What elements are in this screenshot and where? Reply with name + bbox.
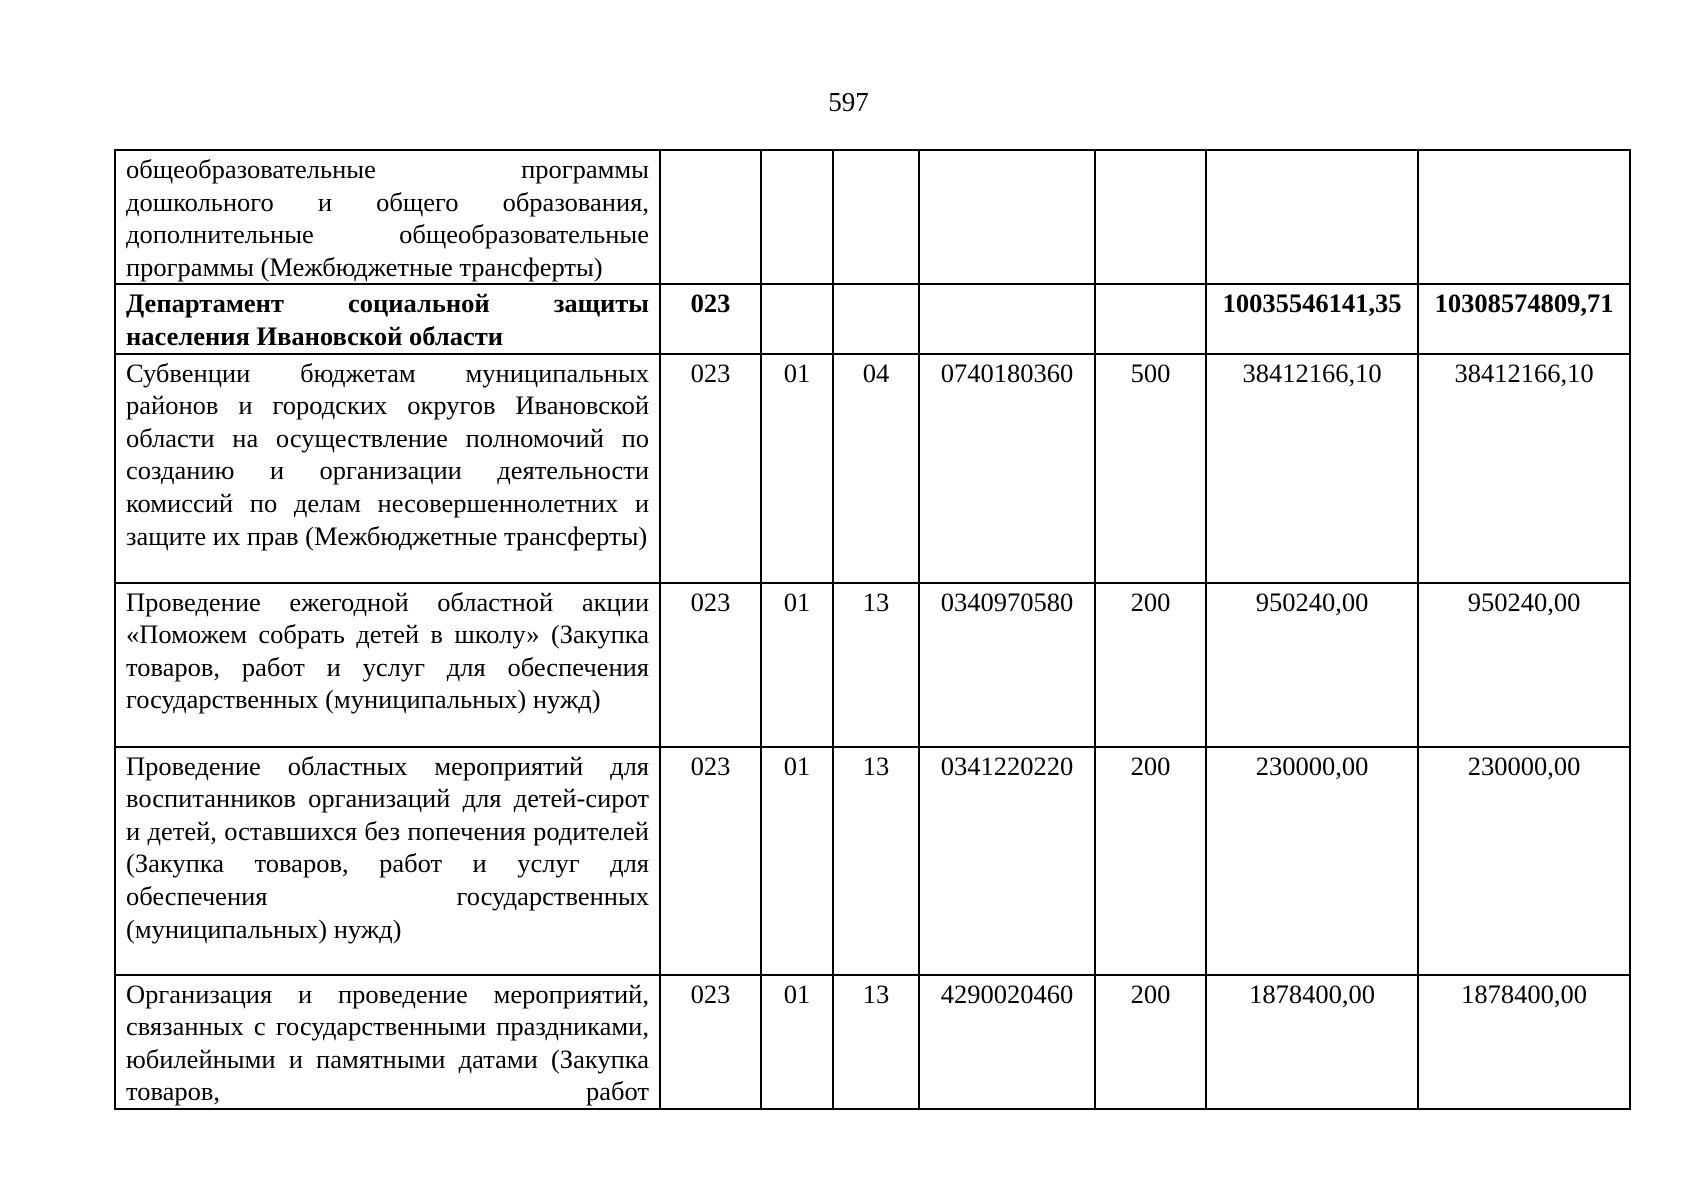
- row-amount-1: 1878400,00: [1206, 975, 1418, 1109]
- row-expense-type: 200: [1095, 975, 1206, 1109]
- row-ministry-code: 023: [660, 284, 761, 353]
- table-row: [115, 150, 1630, 284]
- row-target-code: 0341220220: [919, 747, 1095, 975]
- table-row: [115, 747, 1630, 975]
- row-subsection-code: 13: [833, 747, 919, 975]
- row-name: Проведение областных мероприятий для воспитанников организаций для детей-сирот и детей, оставшихся без попечения родителей (Закупка товаров, работ и услуг для обеспечения государственных (муниципальных) нужд): [115, 747, 660, 975]
- budget-table: [114, 149, 1631, 1110]
- row-amount-2: 10308574809,71: [1418, 284, 1630, 353]
- row-amount-2: 230000,00: [1418, 747, 1630, 975]
- row-expense-type: 200: [1095, 747, 1206, 975]
- row-ministry-code: 023: [660, 583, 761, 747]
- row-section-code: [761, 150, 833, 284]
- row-amount-1: 10035546141,35: [1206, 284, 1418, 353]
- row-amount-2: 950240,00: [1418, 583, 1630, 747]
- row-target-code: [919, 284, 1095, 353]
- row-expense-type: 200: [1095, 583, 1206, 747]
- row-section-code: 01: [761, 747, 833, 975]
- row-ministry-code: 023: [660, 975, 761, 1109]
- row-amount-1: 950240,00: [1206, 583, 1418, 747]
- row-subsection-code: [833, 284, 919, 353]
- row-section-code: 01: [761, 583, 833, 747]
- row-subsection-code: 13: [833, 975, 919, 1109]
- row-name: Организация и проведение мероприятий, связанных с государственными праздниками, юбилейными и памятными датами (Закупка товаров, работ: [115, 975, 660, 1109]
- page-number: 597: [828, 87, 869, 117]
- row-amount-1: 230000,00: [1206, 747, 1418, 975]
- row-subsection-code: 13: [833, 583, 919, 747]
- row-section-code: 01: [761, 354, 833, 583]
- row-amount-1: 38412166,10: [1206, 354, 1418, 583]
- row-name: Департамент социальной защиты населения Ивановской области: [115, 284, 660, 353]
- row-ministry-code: 023: [660, 747, 761, 975]
- row-amount-2: 38412166,10: [1418, 354, 1630, 583]
- row-ministry-code: 023: [660, 354, 761, 583]
- row-section-code: 01: [761, 975, 833, 1109]
- table-row: [115, 284, 1630, 353]
- row-target-code: 0340970580: [919, 583, 1095, 747]
- row-expense-type: 500: [1095, 354, 1206, 583]
- table-row: [115, 975, 1630, 1109]
- row-amount-2: [1418, 150, 1630, 284]
- row-amount-2: 1878400,00: [1418, 975, 1630, 1109]
- row-target-code: [919, 150, 1095, 284]
- table-row: [115, 583, 1630, 747]
- row-subsection-code: 04: [833, 354, 919, 583]
- row-target-code: 0740180360: [919, 354, 1095, 583]
- row-amount-1: [1206, 150, 1418, 284]
- row-name: Субвенции бюджетам муниципальных районов и городских округов Ивановской области на осуществление полномочий по созданию и организации деятельности комиссий по делам несовершеннолетних и защите их прав (Межбюджетные трансферты): [115, 354, 660, 583]
- row-target-code: 4290020460: [919, 975, 1095, 1109]
- row-section-code: [761, 284, 833, 353]
- row-name: общеобразовательные программы дошкольного и общего образования, дополнительные общеобразовательные программы (Межбюджетные трансферты): [115, 150, 660, 284]
- row-expense-type: [1095, 284, 1206, 353]
- table-row: [115, 354, 1630, 583]
- row-name: Проведение ежегодной областной акции «Поможем собрать детей в школу» (Закупка товаров, работ и услуг для обеспечения государственных (муниципальных) нужд): [115, 583, 660, 747]
- row-expense-type: [1095, 150, 1206, 284]
- row-subsection-code: [833, 150, 919, 284]
- row-ministry-code: [660, 150, 761, 284]
